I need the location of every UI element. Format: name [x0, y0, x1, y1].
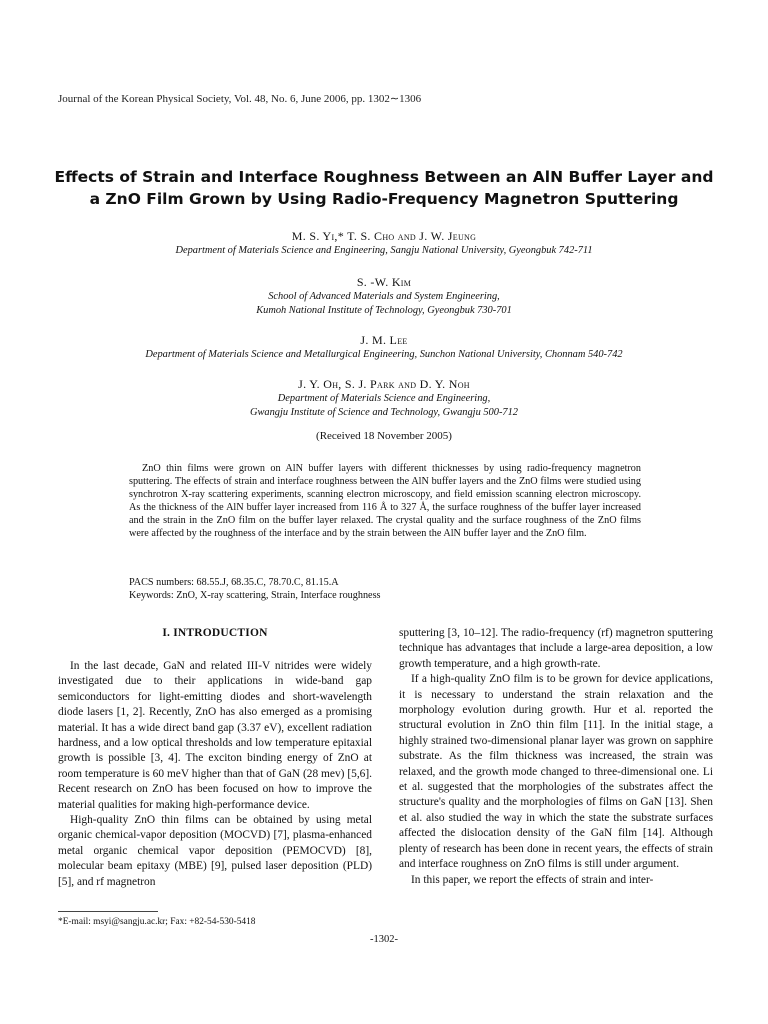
right-column [399, 626, 713, 888]
paragraph: sputtering [3, 10–12]. The radio-frequency (rf) magnetron sputtering technique has advantages that include a large-area deposition, a low growth temperature, and a high growth-rate. [399, 627, 713, 670]
page-number: -1302- [370, 934, 398, 945]
section-heading-introduction: I. INTRODUCTION [162, 627, 268, 639]
footnote-divider [58, 911, 158, 912]
paragraph: In the last decade, GaN and related III-V nitrides were widely investigated due to their applications in wide-band gap semiconductors for light-emitting diodes and short-wavelength diode lasers [1, 2]. Recently, ZnO has also emerged as a promising material. It has a wide direct band gap (3.37 eV), excellent radiation hardness, and a low optical thresholds and low temperature epitaxial growth is possible [3, 4]. The exciton binding energy of ZnO at room temperature is 60 meV higher than that of GaN (28 mev) [5,6]. Recent research on ZnO has been focused on how to improve the material qualities for making high-performance device. [58, 660, 372, 811]
affiliation-line: School of Advanced Materials and System Engineering, [268, 291, 500, 302]
affiliation-line: Department of Materials Science and Engineering, Sangju National University, Gyeongbuk 742-711 [175, 245, 593, 256]
keywords: Keywords: ZnO, X-ray scattering, Strain, Interface roughness [129, 590, 381, 601]
paper-title [40, 166, 728, 210]
pacs-numbers: PACS numbers: 68.55.J, 68.35.C, 78.70.C, 81.15.A [129, 577, 339, 588]
author-group-4 [40, 377, 728, 419]
paragraph: High-quality ZnO thin films can be obtained by using metal organic chemical-vapor deposition (MOCVD) [7], plasma-enhanced metal organic chemical vapor deposition (PEMOCVD) [8], molecular beam epitaxy (MBE) [9], pulsed laser deposition (PLD) [5], and rf magnetron [58, 814, 372, 888]
author-names: M. S. Yi,* T. S. Cho and J. W. Jeung [291, 229, 477, 243]
affiliation-line: Department of Materials Science and Metallurgical Engineering, Sunchon National University, Chonnam 540-742 [145, 349, 623, 360]
author-group-3 [40, 333, 728, 362]
left-column [58, 659, 372, 890]
paragraph: If a high-quality ZnO film is to be grown for device applications, it is necessary to understand the strain relaxation and the morphology evolution during growth. Hur et al. reported the structural evolution in ZnO thin film [11]. In the initial stage, a highly strained two-dimensional planar layer was grown on sapphire substrate. As the film thickness was increased, the strain was relaxed, and the growth mode changed to three-dimensional one. Li et al. suggested that the morphologies of the substrates affect the structure's quality and the morphologies of films on GaN [13]. Shen et al. also studied the way in which the state the substrate surfaces affected the dislocation density of the GaN film [14]. Although plenty of research has been done in recent years, the effects of strain and interface roughness on ZnO films is still under argument. [399, 673, 713, 871]
author-names: S. -W. Kim [356, 275, 412, 289]
title-line-2: a ZnO Film Grown by Using Radio-Frequency Magnetron Sputtering [89, 190, 679, 208]
footnote-contact: *E-mail: msyi@sangju.ac.kr; Fax: +82-54-530-5418 [58, 917, 256, 927]
author-group-1 [40, 229, 728, 258]
abstract: ZnO thin films were grown on AlN buffer layers with different thicknesses by using radio-frequency magnetron sputtering. The effects of strain and interface roughness between the AlN buffer layers and the ZnO films were studied using synchrotron X-ray scattering experiments, scanning electron microscopy, and field emission scanning electron microscopy. As the thickness of the AlN buffer layer increased from 116 Å to 327 Å, the surface roughness of the buffer layer increased and the strain in the ZnO film on the buffer layer relaxed. The crystal quality and the surface roughness of the ZnO films were affected by the roughness of the interface and by the strain between the AlN buffer layer and the ZnO film. [129, 463, 641, 540]
affiliation-line: Kumoh National Institute of Technology, Gyeongbuk 730-701 [256, 304, 512, 316]
author-group-2 [40, 275, 728, 317]
author-names: J. Y. Oh, S. J. Park and D. Y. Noh [298, 377, 470, 391]
paragraph: In this paper, we report the effects of strain and inter- [411, 873, 654, 886]
title-line-1: Effects of Strain and Interface Roughness Between an AlN Buffer Layer and [54, 168, 714, 186]
journal-reference: Journal of the Korean Physical Society, Vol. 48, No. 6, June 2006, pp. 1302∼1306 [58, 93, 422, 105]
author-names: J. M. Lee [360, 333, 408, 347]
affiliation-line: Gwangju Institute of Science and Technology, Gwangju 500-712 [249, 406, 518, 418]
received-date: (Received 18 November 2005) [316, 430, 452, 442]
affiliation-line: Department of Materials Science and Engineering, [277, 393, 491, 404]
